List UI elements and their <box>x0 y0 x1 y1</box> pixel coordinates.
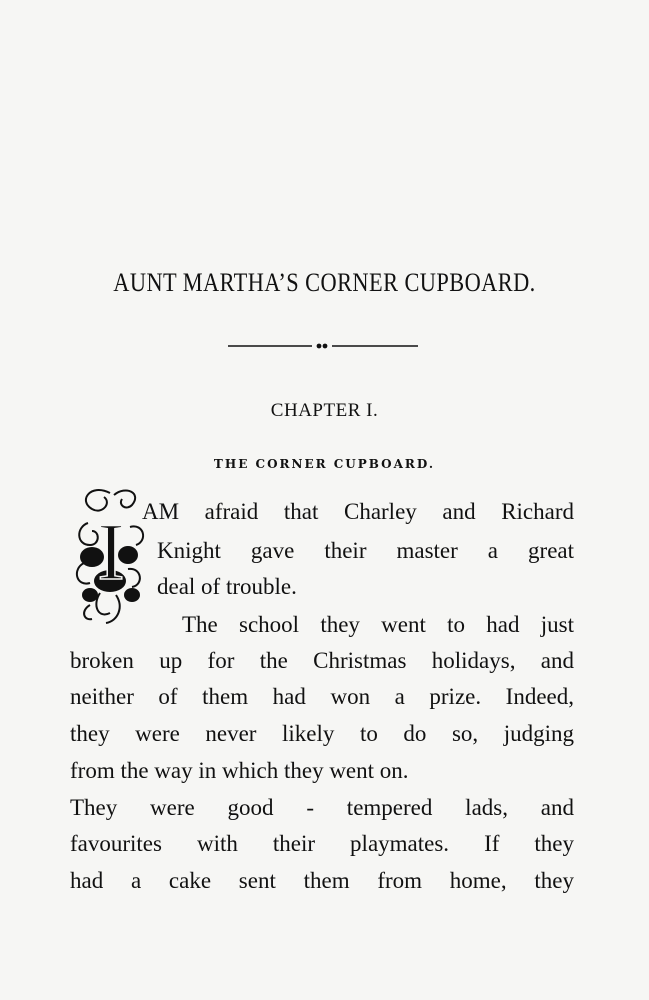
text-line-4: The school they went to had just <box>182 612 574 637</box>
text-line-2: Knight gave their master a great <box>157 538 574 563</box>
text-line-6: neither of them had won a prize. Indeed, <box>70 684 574 709</box>
drop-cap-letter: I <box>97 506 125 597</box>
text-line-1: AM afraid that Charley and Richard <box>142 499 574 524</box>
text-line-7: they were never likely to do so, judging <box>70 721 574 746</box>
ornamental-rule <box>228 340 418 352</box>
text-line-11: had a cake sent them from home, they <box>70 868 574 893</box>
text-line-10: favourites with their playmates. If they <box>70 831 574 856</box>
text-line-5: broken up for the Christmas holidays, and <box>70 648 574 673</box>
chapter-title: THE CORNER CUPBOARD. <box>213 457 436 471</box>
chapter-heading: CHAPTER I. <box>270 400 379 421</box>
book-title: AUNT MARTHA’S CORNER CUPBOARD. <box>113 268 536 297</box>
text-line-9: They were good - tempered lads, and <box>70 795 574 820</box>
text-line-8: from the way in which they went on. <box>70 758 409 783</box>
text-line-3: deal of trouble. <box>157 574 297 599</box>
drop-cap-ornament <box>70 483 152 625</box>
